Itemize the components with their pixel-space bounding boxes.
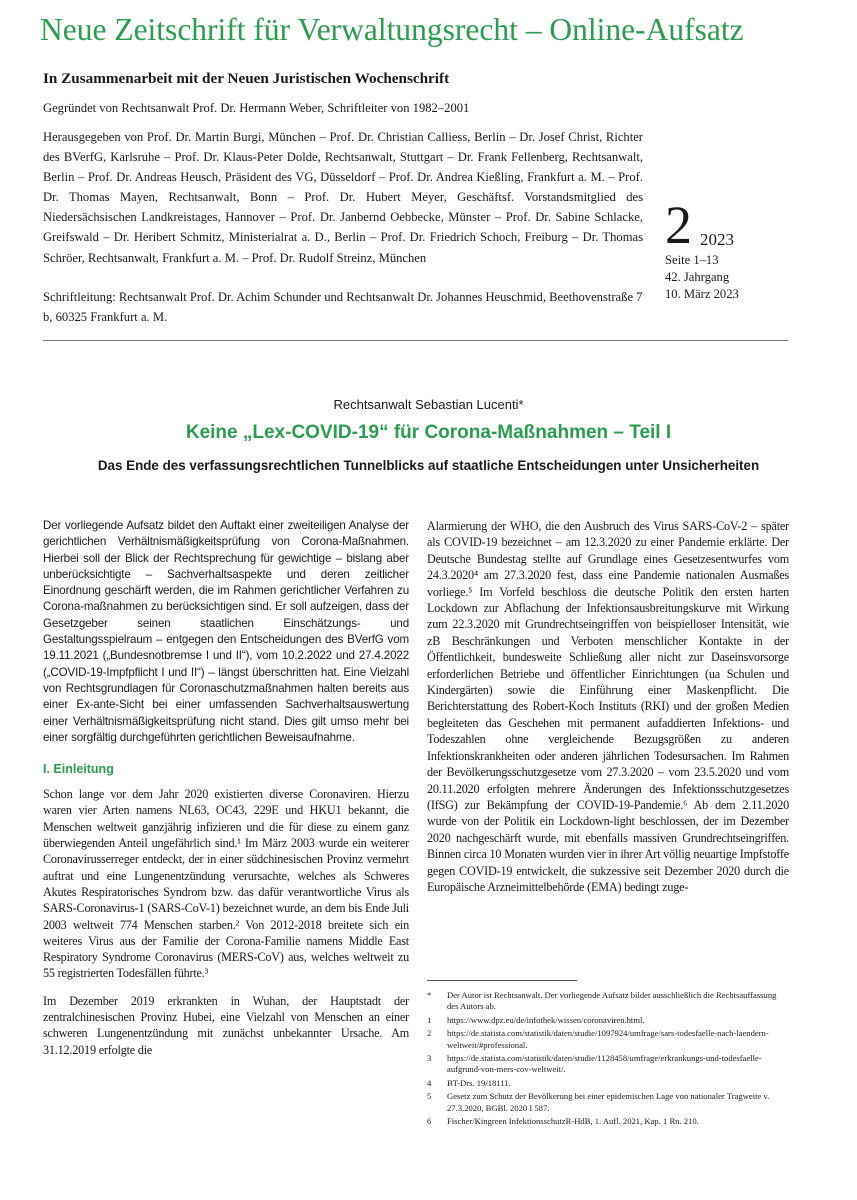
issue-date: 10. März 2023 <box>665 287 739 301</box>
footnote <box>427 1028 789 1051</box>
editors-list: Herausgegeben von Prof. Dr. Martin Burgi, München – Prof. Dr. Christian Calliess, Berlin – Dr. Josef Christ, Richter des BVerfG, Karlsruhe – Prof. Dr. Klaus-Peter Dolde, Rechtsanwalt, Stuttgart – Dr. Frank Fellenberg, Rechtsanwalt, Berlin – Prof. Dr. Andreas Heusch, Präsident des VG, Düsseldorf – Prof. Dr. Andrea Kießling, Frankfurt a. M. – Prof. Dr. Thomas Mayen, Rechtsanwalt, Bonn – Prof. Dr. Hubert Meyer, Geschäftsf. Vorstandsmitglied des Niedersächsischen Landkreistages, Hannover – Prof. Dr. Janbernd Oebbecke, Münster – Prof. Dr. Sabine Schlacke, Greifswald – Dr. Heribert Schmitz, Ministerialrat a. D., Berlin – Prof. Dr. Friedrich Schoch, Freiburg – Dr. Thomas Schröer, Rechtsanwalt, Frankfurt a. M. – Prof. Dr. Rudolf Streinz, München <box>43 130 643 265</box>
issue-number: 2 <box>665 195 692 255</box>
footnote-mark: 1 <box>427 1014 432 1025</box>
footnote-mark: 4 <box>427 1077 432 1088</box>
journal-subtitle: In Zusammenarbeit mit der Neuen Juristischen Wochenschrift <box>43 70 450 87</box>
footnote-text: Der Autor ist Rechtsanwalt. Der vorliegende Aufsatz bildet ausschließlich die Rechtsauffassung des Autors ab. <box>447 990 777 1012</box>
footnote-divider <box>427 980 577 981</box>
footnote-text: BT-Drs. 19/18111. <box>447 1077 511 1088</box>
editorial-management: Schriftleitung: Rechtsanwalt Prof. Dr. Achim Schunder und Rechtsanwalt Dr. Johannes Heuschmid, Beethovenstraße 7 b, 60325 Frankfurt a. M. <box>43 290 643 324</box>
footnote-text: https://www.dpz.eu/de/infothek/wissen/coronaviren.html. <box>447 1014 645 1025</box>
article-subtitle: Das Ende des verfassungsrechtlichen Tunnelblicks auf staatliche Entscheidungen unter Unsicherheiten <box>97 458 760 473</box>
right-column <box>427 518 789 895</box>
footnote-mark: 3 <box>427 1053 432 1064</box>
footnote-mark: 6 <box>427 1116 432 1127</box>
footnote-text: Gesetz zum Schutz der Bevölkerung bei einer epidemischen Lage von nationaler Tragweite v. 27.3.2020, BGBl. 2020 I 587. <box>447 1091 770 1113</box>
section-heading: I. Einleitung <box>43 762 114 777</box>
footnote-text: https://de.statista.com/statistik/daten/studie/1097924/umfrage/sars-todesfaelle-nach-laendern-weltweit/#professional. <box>447 1028 769 1050</box>
article-title: Keine „Lex-COVID-19“ für Corona-Maßnahmen – Teil I <box>185 422 672 443</box>
footnote <box>427 1053 789 1076</box>
journal-title: Neue Zeitschrift für Verwaltungsrecht – Online-Aufsatz <box>40 12 744 47</box>
founder-line: Gegründet von Rechtsanwalt Prof. Dr. Hermann Weber, Schriftleiter von 1982–2001 <box>43 101 470 115</box>
left-column <box>43 518 409 1058</box>
article-abstract: Der vorliegende Aufsatz bildet den Auftakt einer zweiteiligen Analyse der gerichtlichen Verhältnismäßigkeitsprüfung von Corona-Maßnahmen. Hierbei soll der Blick der Rechtsprechung für gewichtige – bislang aber unberücksichtigte – Sachverhaltsaspekte und deren zeitlicher Einordnung geschärft werden, die im Rahmen gerichtlicher Verfahren zu Corona-maßnahmen zu berücksichtigen sind. Er soll aufzeigen, dass der Gesetzgeber seinen staatlichen Einschätzungs- und Gestaltungsspielraum – entgegen den Entscheidungen des BVerfG vom 19.11.2021 („Bundesnotbremse I und II“), vom 10.2.2022 und 27.4.2022 („COVID-19-Impfpflicht I und II“) – längst überschritten hat. Eine Vielzahl von Rechtsgrundlagen für Coronaschutzmaßnahmen halten bereits aus einer Ex-ante-Sicht bei einer umfassenden Sachverhaltsauswertung einer Verhältnismäßigkeitsprüfung nicht stand. Dies gilt umso mehr bei einer sorgfältig durchgeführten gerichtlichen Beweisaufnahme. <box>43 519 409 744</box>
footnote-mark: * <box>427 990 432 1000</box>
footnote-mark: 2 <box>427 1028 432 1039</box>
footnote <box>427 1078 789 1089</box>
footnote-text: https://de.statista.com/statistik/daten/studie/1128458/umfrage/erkrankungs-und-todesfaelle-aufgrund-von-mers-cov-weltweit/. <box>447 1053 762 1075</box>
footnote <box>427 1091 789 1114</box>
header-divider <box>43 340 788 341</box>
footnote <box>427 990 789 1013</box>
issue-year: 2023 <box>700 230 734 249</box>
paragraph: Schon lange vor dem Jahr 2020 existierten diverse Coronaviren. Hierzu waren vier Arten namens NL63, OC43, 229E und HKU1 bekannt, die Menschen weltweit ganzjährig infizieren und die für diese zu einem ganz überwiegenden Anteil ungefährlich sind.¹ Im März 2003 wurde ein weiterer Coronavirusserreger entdeckt, der in einer südchinesischen Provinz vermehrt auftrat und eine Lungenentzündung verursachte, welches als Schweres Akutes Respiratorisches Syndrom bzw. das dafür verantwortliche Virus als SARS-Coronavirus-1 (SARS-CoV-1) bezeichnet wurde, an dem bis Ende Juli 2003 weltweit 774 Menschen starben.² Von 2012-2018 breitete sich ein weiteres Virus aus der Familie der Corona-Familie namens Middle East Respiratory Syndrome Coronavirus (MERS-CoV) aus, welches weltweit zu 55 registrierten Todesfällen führte.³ <box>43 787 409 981</box>
footnote <box>427 1015 789 1026</box>
issue-info <box>665 195 815 303</box>
issue-pages: Seite 1–13 <box>665 253 719 267</box>
footnote-mark: 5 <box>427 1091 432 1102</box>
article-author: Rechtsanwalt Sebastian Lucenti* <box>333 397 524 412</box>
paragraph: Alarmierung der WHO, die den Ausbruch des Virus SARS-CoV-2 – später als COVID-19 bezeichnet – am 12.3.2020 zu einer Pandemie erklärte. Der Deutsche Bundestag stellte auf Grundlage eines Gesetzesentwurfes vom 24.3.2020⁴ am 27.3.2020 fest, dass eine Pandemie nationalen Ausmaßes vorliege.⁵ Im Vorfeld beschloss die deutsche Politik den ersten harten Lockdown zur Abflachung der Infektionsausbreitungskurve mit Wirkung zum 22.3.2020 mit Grundrechtseingriffen von beispielloser Intensität, wie zB Beschränkungen und Verboten menschlicher Kontakte in der Öffentlichkeit, bundesweite Schließung aller nicht zur Daseinsvorsorge erforderlichen Betriebe und öffentlicher Einrichtungen (ua Schulen und Kindergärten) sowie die Einführung einer Maskenpflicht. Die Berichterstattung des Robert-Koch Instituts (RKI) und der großen Medien begleiteten das Geschehen mit permanent aufaddierten Infektions- und Todeszahlen ohne vergleichende Bezugsgrößen zu anderen Infektionskrankheiten oder anderen jährlichen Todesursachen. Im Rahmen der Bevölkerungsschutzgesetze vom 27.3.2020 – vom 23.5.2020 und vom 20.11.2020 erfolgten mehrere Änderungen des Infektionsschutzgesetzes (IfSG) zur Bekämpfung der COVID-19-Pandemie.⁶ Ab dem 2.11.2020 wurde von der Politik ein Lockdown-light beschlossen, der im Dezember 2020 nachgeschärft wurde, mit ebenfalls massiven Grundrechtseingriffen. Binnen circa 10 Monaten wurden vier in ihrer Art völlig neuartige Impfstoffe gegen COVID-19 entwickelt, die sukzessive seit Dezember 2020 durch die Europäische Arzneimittelbehörde (EMA) bedingt zuge- <box>427 519 789 894</box>
footnote-text: Fischer/Kingreen InfektionsschutzR-HdB, 1. Aufl. 2021, Kap. 1 Rn. 210. <box>447 1116 699 1127</box>
issue-volume: 42. Jahrgang <box>665 270 730 284</box>
footnotes <box>427 990 789 1129</box>
paragraph: Im Dezember 2019 erkrankten in Wuhan, der Hauptstadt der zentralchinesischen Provinz Hubei, eine Vielzahl von Menschen an einer schweren Lungenentzündung mit zunächst unbekannter Ursache. Am 31.12.2019 erfolgte die <box>43 993 409 1057</box>
footnote <box>427 1116 789 1127</box>
